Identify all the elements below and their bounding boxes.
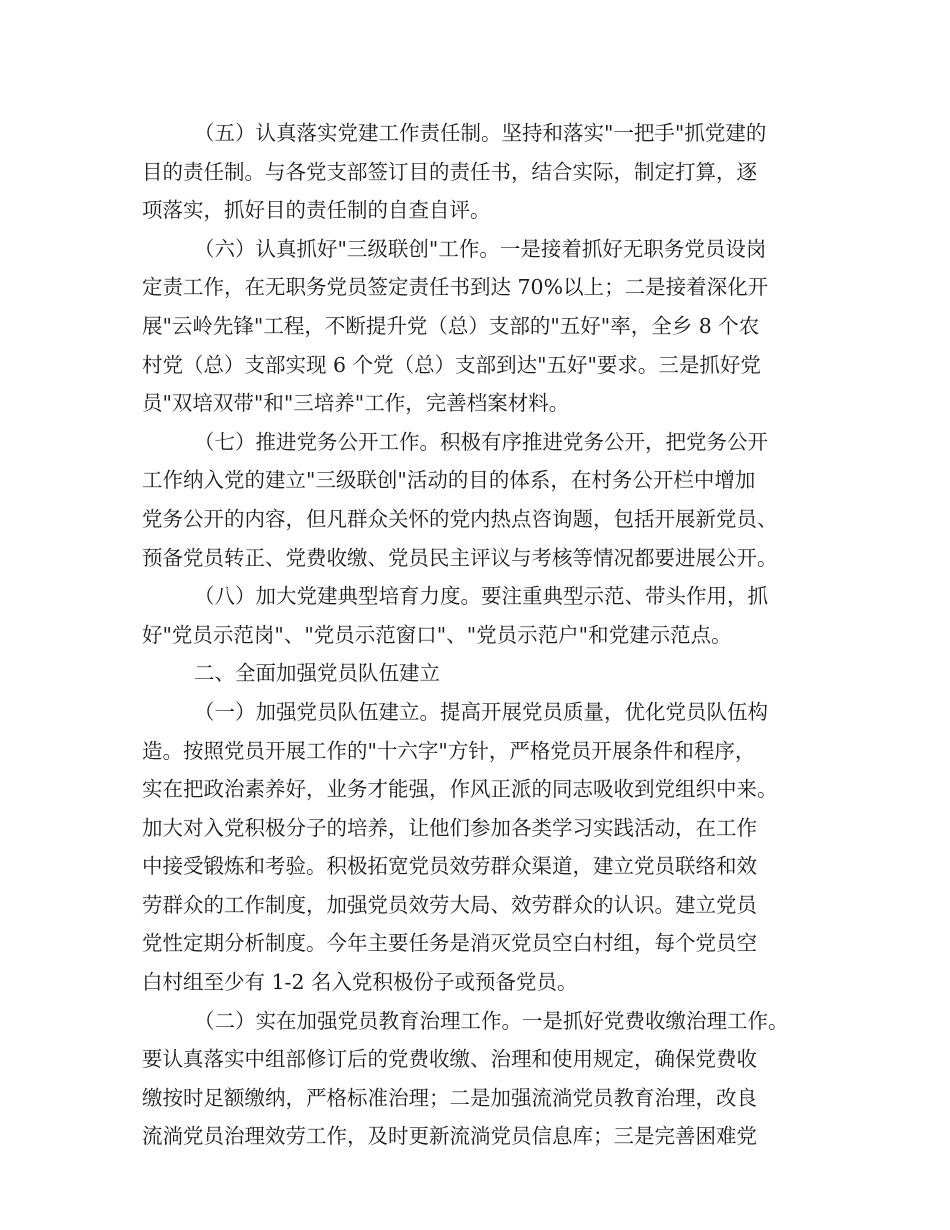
text-line: 白村组至少有 1-2 名入党积极份子或预备党员。 xyxy=(142,970,578,995)
text-line: （七）推进党务公开工作。积极有序推进党务公开，把党务公开 xyxy=(194,429,768,454)
text-line: 党务公开的内容，但凡群众关怀的党内热点咨询题，包括开展新党员、 xyxy=(142,506,778,531)
text-line: 要认真落实中组部修订后的党费收缴、治理和使用规定，确保党费收 xyxy=(142,1047,757,1072)
text-line: 流淌党员治理效劳工作，及时更新流淌党员信息库；三是完善困难党 xyxy=(142,1124,757,1149)
text-line: 实在把政治素养好，业务才能强，作风正派的同志吸收到党组织中来。 xyxy=(142,777,778,802)
text-line: 预备党员转正、党费收缴、党员民主评议与考核等情况都要进展公开。 xyxy=(142,545,778,570)
text-line: （一）加强党员队伍建立。提高开展党员质量，优化党员队伍构 xyxy=(194,699,768,724)
text-line: 造。按照党员开展工作的"十六字"方针，严格党员开展条件和程序， xyxy=(142,738,756,763)
text-line: 中接受锻炼和考验。积极拓宽党员效劳群众渠道，建立党员联络和效 xyxy=(142,854,757,879)
text-line: （二）实在加强党员教育治理工作。一是抓好党费收缴治理工作。 xyxy=(194,1008,789,1033)
section-heading: 二、全面加强党员队伍建立 xyxy=(194,661,440,686)
text-line: 加大对入党积极分子的培养，让他们参加各类学习实践活动，在工作 xyxy=(142,815,757,840)
document-body xyxy=(142,114,822,1156)
text-line: 展"云岭先锋"工程，不断提升党（总）支部的"五好"率，全乡 8 个农 xyxy=(142,313,760,338)
text-line: 缴按时足额缴纳，严格标准治理；二是加强流淌党员教育治理，改良 xyxy=(142,1085,757,1110)
text-line: 项落实，抓好目的责任制的自查自评。 xyxy=(142,198,491,223)
text-line: （五）认真落实党建工作责任制。坚持和落实"一把手"抓党建的 xyxy=(194,121,767,145)
text-line: 员"双培双带"和"三培养"工作，完善档案材料。 xyxy=(142,391,570,416)
text-line: 工作纳入党的建立"三级联创"活动的目的体系，在村务公开栏中增加 xyxy=(142,468,756,493)
text-line: 劳群众的工作制度，加强党员效劳大局、效劳群众的认识。建立党员 xyxy=(142,892,757,917)
text-line: 村党（总）支部实现 6 个党（总）支部到达"五好"要求。三是抓好党 xyxy=(142,352,761,377)
text-line: 好"党员示范岗"、"党员示范窗口"、"党员示范户"和党建示范点。 xyxy=(142,622,732,647)
text-line: （六）认真抓好"三级联创"工作。一是接着抓好无职务党员设岗 xyxy=(194,236,767,261)
text-line: （八）加大党建典型培育力度。要注重典型示范、带头作用，抓 xyxy=(194,584,768,609)
text-line: 目的责任制。与各党支部签订目的责任书，结合实际，制定打算，逐 xyxy=(142,159,757,184)
text-line: 定责工作，在无职务党员签定责任书到达 70%以上；二是接着深化开 xyxy=(142,275,769,300)
text-line: 党性定期分析制度。今年主要任务是消灭党员空白村组，每个党员空 xyxy=(142,931,757,956)
